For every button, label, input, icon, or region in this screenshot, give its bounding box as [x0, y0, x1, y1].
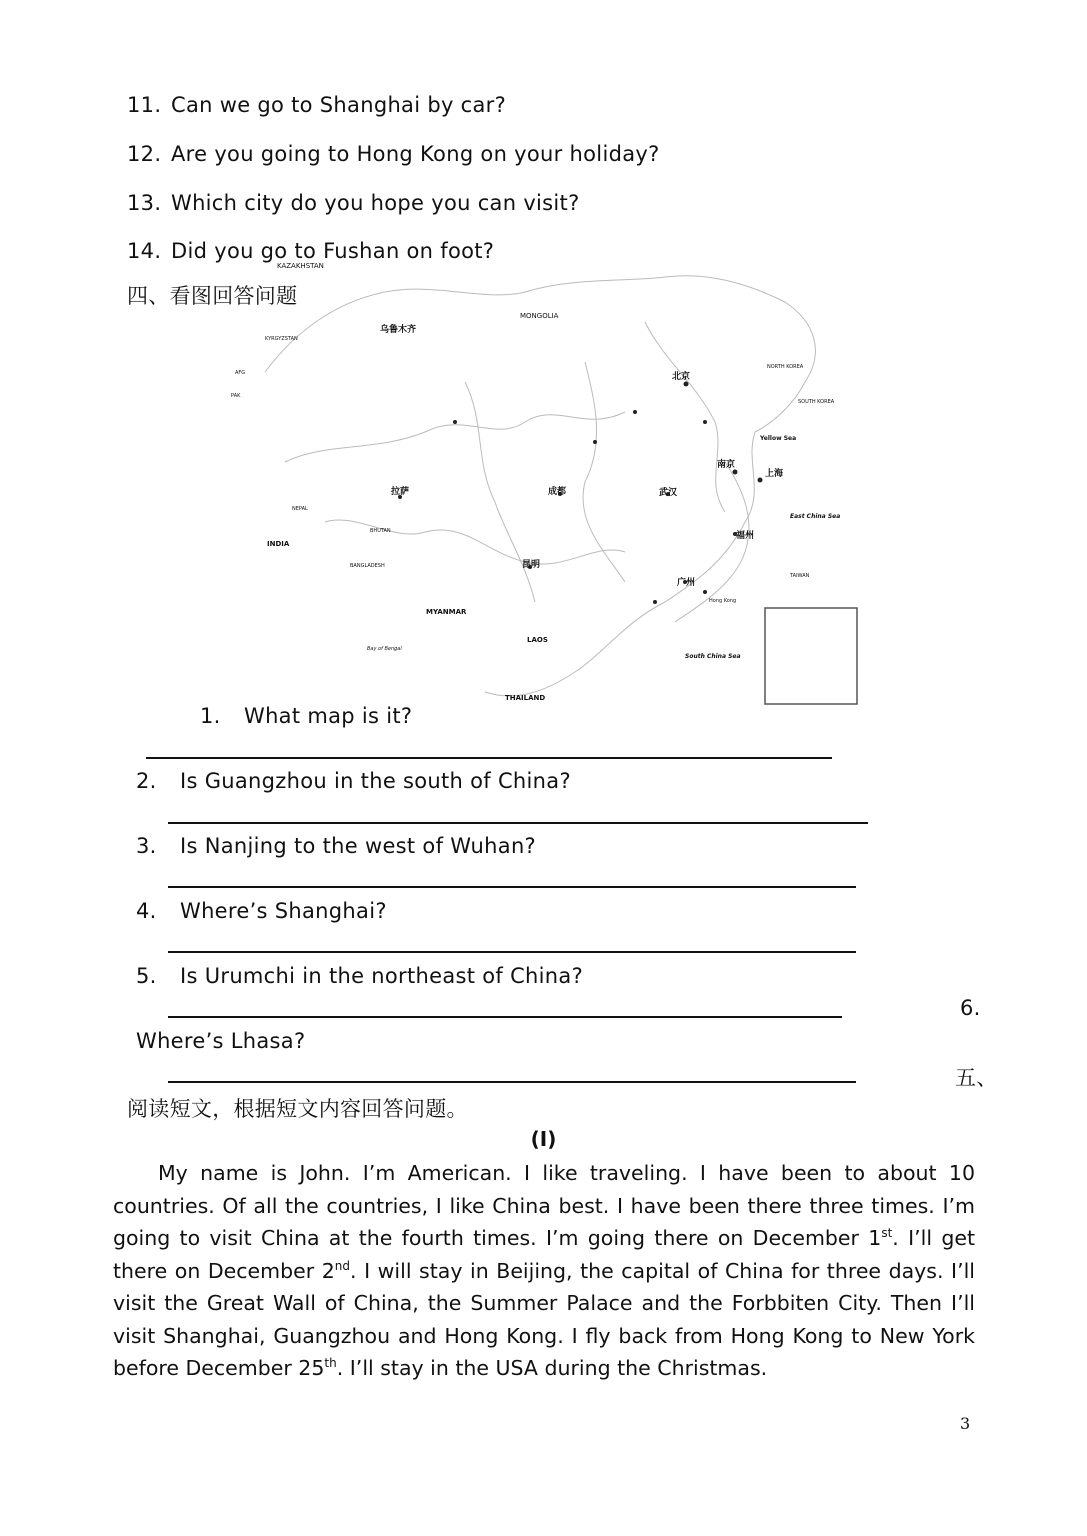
- country-label: NEPAL: [292, 506, 308, 512]
- country-label: INDIA: [267, 540, 290, 548]
- china-map: [225, 262, 865, 710]
- city-label: 北京: [672, 372, 691, 382]
- border-inner: [645, 322, 725, 512]
- section-5-title: 阅读短文，根据短文内容回答问题。: [127, 1097, 468, 1121]
- sea-label: Yellow Sea: [760, 435, 797, 442]
- answer-line[interactable]: [168, 1016, 842, 1018]
- city-label: 昆明: [522, 560, 541, 570]
- sea-label: Bay of Bengal: [367, 646, 402, 652]
- country-label: SOUTH KOREA: [798, 399, 835, 405]
- answer-line[interactable]: [168, 1081, 856, 1083]
- question-number: 4.: [136, 899, 157, 923]
- question-number: 14.: [127, 239, 162, 263]
- map-question-6: Where’s Lhasa?: [136, 1029, 306, 1053]
- answer-line[interactable]: [146, 757, 832, 759]
- city-label: 福州: [736, 531, 755, 541]
- answer-line[interactable]: [168, 822, 868, 824]
- border-inner: [325, 520, 625, 564]
- answer-line[interactable]: [168, 951, 856, 953]
- question-number: 3.: [136, 834, 157, 858]
- question-text: Can we go to Shanghai by car?: [171, 93, 507, 117]
- passage-text: . I’ll stay in the USA during the Christmas.: [336, 1356, 768, 1380]
- ordinal-suffix: nd: [334, 1258, 350, 1273]
- city-label: 拉萨: [391, 487, 410, 497]
- question-11: [127, 93, 506, 117]
- country-label: TAIWAN: [790, 573, 810, 579]
- sea-label: South China Sea: [685, 653, 741, 660]
- passage-text: My name is John. I’m American. I like traveling. I have been to about 10 countries. Of all the countries, I like China best. I have been there three times. I’m going to visit China at the fourth times. I’m going there on December 1: [113, 1161, 975, 1250]
- city-label: 武汉: [659, 488, 678, 498]
- question-number: 5.: [136, 964, 157, 988]
- country-label: NORTH KOREA: [767, 364, 804, 370]
- question-12: [127, 142, 660, 166]
- reading-passage: [113, 1157, 975, 1385]
- map-question-5: [136, 964, 583, 988]
- question-13: [127, 191, 580, 215]
- small-label: PAK: [231, 393, 241, 399]
- question-number: 13.: [127, 191, 162, 215]
- small-label: AFG: [235, 370, 246, 376]
- page-number: 3: [960, 1414, 971, 1433]
- country-label: BHUTAN: [370, 528, 391, 534]
- sea-label: East China Sea: [790, 513, 841, 520]
- map-question-3: [136, 834, 536, 858]
- question-number: 11.: [127, 93, 162, 117]
- country-label: MONGOLIA: [520, 312, 559, 320]
- question-text: Where’s Shanghai?: [180, 899, 387, 923]
- question-text: Is Guangzhou in the south of China?: [180, 769, 571, 793]
- country-label: LAOS: [527, 636, 548, 644]
- city-label: 南京: [717, 460, 736, 470]
- city-label: Hong Kong: [709, 598, 737, 604]
- country-label: THAILAND: [505, 694, 546, 702]
- country-label: KYRGYZSTAN: [265, 336, 298, 342]
- passage-text: . I will stay in Beijing, the capital of China for three days. I’ll visit the Great Wall of China, the Summer Palace and the Forbbiten City. Then I’ll visit Shanghai, Guangzhou and Hong Kong. I fly back from Hong Kong to New York before December 25: [113, 1258, 975, 1380]
- city-label: 成都: [548, 487, 567, 497]
- map-question-4: [136, 899, 387, 923]
- ordinal-suffix: st: [881, 1226, 893, 1241]
- question-text: Is Nanjing to the west of Wuhan?: [180, 834, 536, 858]
- city-label: 广州: [677, 578, 696, 588]
- map-question-2: [136, 769, 571, 793]
- border-inner: [583, 362, 625, 582]
- ordinal-suffix: th: [324, 1356, 337, 1371]
- question-6-number: 6.: [960, 996, 981, 1020]
- question-number: 2.: [136, 769, 157, 793]
- answer-line[interactable]: [168, 886, 856, 888]
- question-text: Are you going to Hong Kong on your holiday?: [171, 142, 660, 166]
- question-text: Did you go to Fushan on foot?: [171, 239, 495, 263]
- question-number: 1.: [200, 704, 221, 728]
- question-text: What map is it?: [244, 704, 413, 728]
- question-14: [127, 239, 494, 263]
- question-text: Is Urumchi in the northeast of China?: [180, 964, 584, 988]
- city-label: 上海: [765, 469, 784, 479]
- section-5-number: 五、: [955, 1066, 998, 1090]
- question-text: Which city do you hope you can visit?: [171, 191, 580, 215]
- city-label: 乌鲁木齐: [380, 325, 417, 335]
- border-inner: [285, 412, 625, 462]
- country-label: KAZAKHSTAN: [277, 262, 324, 270]
- section-4-title: 四、看图回答问题: [127, 284, 298, 308]
- passage-text: . I’ll get there on December 2: [113, 1226, 975, 1283]
- passage-label: (I): [530, 1127, 557, 1151]
- question-number: 12.: [127, 142, 162, 166]
- map-question-1: [200, 704, 412, 728]
- country-label: MYANMAR: [426, 608, 467, 616]
- country-label: BANGLADESH: [350, 563, 385, 569]
- border-outline: [265, 276, 815, 696]
- inset-frame: [765, 608, 857, 704]
